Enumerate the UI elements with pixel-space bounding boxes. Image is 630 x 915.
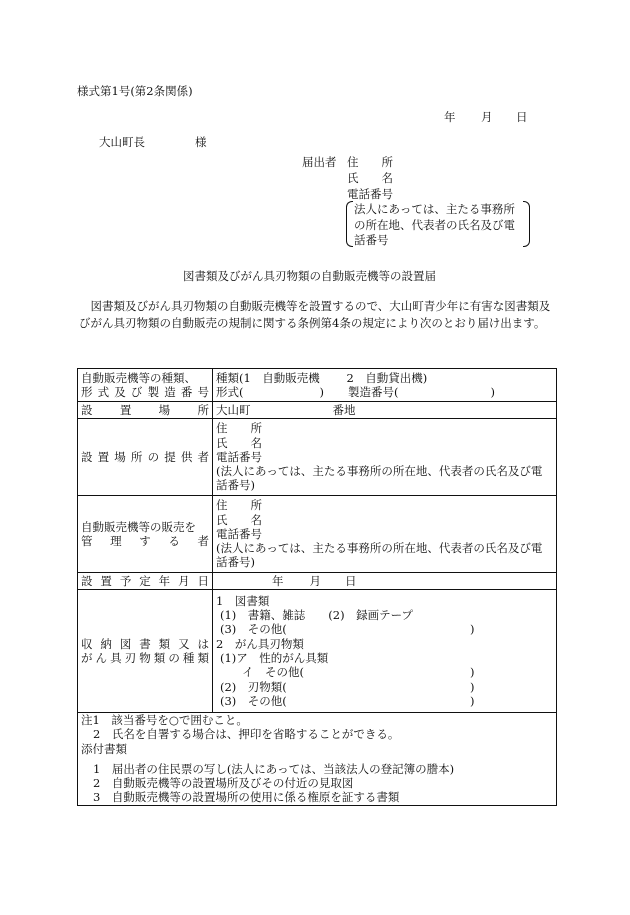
row1-model-open: 形式( [216,385,244,399]
row6-item: (3) その他( [220,693,287,708]
row4-label-line1: 自動販売機等の販売を [81,519,196,534]
row3-address: 住 所 [216,421,262,436]
registration-table [77,368,557,806]
table-row [78,573,557,590]
row1-label-line1: 自動販売機等の種類、 [81,370,196,385]
attachments-title: 添付書類 [81,741,127,756]
row6-item: 1 図書類 [216,593,270,608]
table-row [78,402,557,419]
row5-day: 日 [345,573,357,588]
date-day-label: 日 [516,110,528,124]
row2-town: 大山町 [216,402,251,417]
note-2: 2 氏名を自署する場合は、押印を省略することができる。 [93,727,400,742]
row3-name: 氏 名 [216,435,262,450]
row6-close-paren: ) [470,693,475,708]
attachment-2: 2 自動販売機等の設置場所及びその付近の見取図 [93,776,354,791]
row1-model-close: ) [319,385,324,399]
note-1: 注1 該当番号を○で囲むこと。 [81,713,248,727]
corporate-note: 法人にあっては、主たる事務所の所在地、代表者の氏名及び電話番号 [354,202,515,247]
table-row [78,369,557,402]
document-title: 図書類及びがん具刃物類の自動販売機等の設置届 [183,269,436,283]
row3-corporate-note: (法人にあっては、主たる事務所の所在地、代表者の氏名及び電話番号) [216,464,543,493]
attachment-1: 1 届出者の住民票の写し(法人にあっては、当該法人の登記簿の謄本) [93,761,455,776]
attachment-3: 3 自動販売機等の設置場所の使用に係る権原を証する書類 [93,790,400,805]
row4-address: 住 所 [216,498,262,513]
row6-item: 2 がん具刃物類 [216,636,304,651]
row6-close-paren: ) [470,679,475,694]
row6-item: (3) その他( [220,622,287,637]
applicant-label: 届出者 [302,155,337,169]
row6-close-paren: ) [470,622,475,637]
row6-item: (2) 刃物類( [220,679,287,694]
row6-item: イ その他( [242,665,304,680]
table-row [78,590,557,713]
row3-label: 設置場所の提供者 [78,419,213,496]
row3-phone: 電話番号 [216,449,262,464]
intro-paragraph: 図書類及びがん具刃物類の自動販売機等を設置するので、大山町青少年に有害な図書類及びがん具刃物類の自動販売の規制に関する条例第4条の規定により次のとおり届け出ます。 [79,299,551,330]
row5-month: 月 [309,573,321,588]
table-row [78,419,557,496]
form-number: 様式第1号(第2条関係) [77,84,193,98]
table-row [78,713,557,806]
row2-banchi: 番地 [332,402,356,417]
row5-year: 年 [272,573,284,588]
date-month-label: 月 [481,110,493,124]
row4-corporate-note: (法人にあっては、主たる事務所の所在地、代表者の氏名及び電話番号) [216,541,543,570]
row6-item: (1)ア 性的がん具類 [220,651,329,665]
row6-label-line2: がん具刃物類の種類 [81,651,209,665]
row4-phone: 電話番号 [216,526,262,541]
corporate-note-bracket [346,201,530,247]
row1-label-line2: 形式及び製造番号 [81,385,209,399]
row6-item: (1) 書籍、雑誌 (2) 録画テープ [220,608,414,623]
applicant-name-label: 氏 名 [347,171,393,185]
date-year-label: 年 [444,110,456,124]
table-row [78,496,557,573]
addressee: 大山町長 [99,135,145,149]
row2-label: 設置場所 [78,402,213,419]
row1-type-line: 種類(1 自動販売機 2 自動貸出機) [216,370,428,385]
row1-serial-open: 製造番号( [348,385,399,399]
row6-label-line1: 収納図書類又は [81,636,209,651]
row1-serial-close: ) [490,385,495,399]
applicant-address-label: 住 所 [347,155,393,169]
applicant-phone-label: 電話番号 [347,187,393,201]
row6-close-paren: ) [470,665,475,680]
row5-label: 設置予定年月日 [78,573,213,590]
row4-label-line2: 管理する者 [81,534,209,548]
row4-name: 氏 名 [216,512,262,527]
honorific: 様 [195,135,207,149]
